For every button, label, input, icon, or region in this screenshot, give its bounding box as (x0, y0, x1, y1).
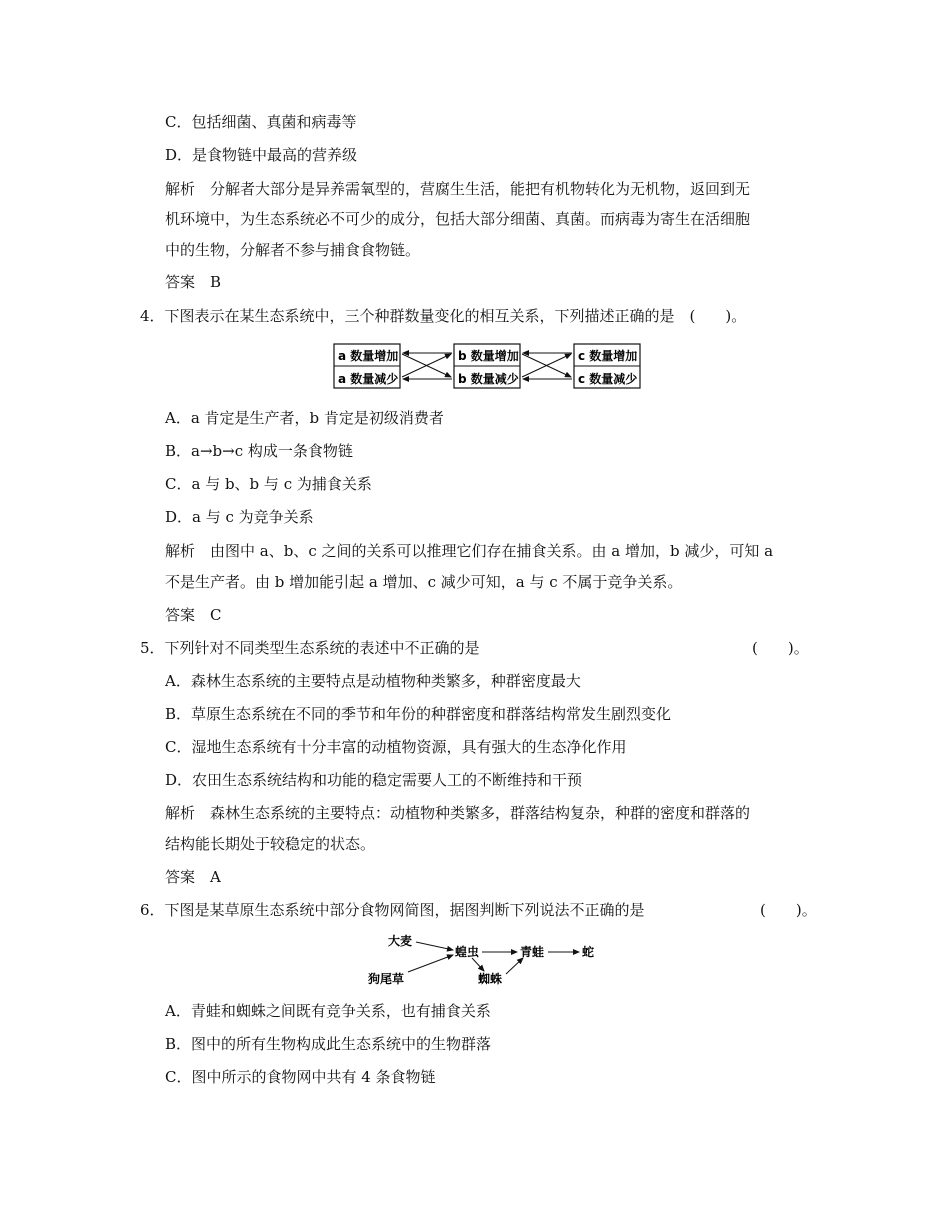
q4-option-c: C．a 与 b、b 与 c 为捕食关系 (165, 475, 372, 493)
q4-analysis-line-1: 解析 由图中 a、b、c 之间的关系可以推理它们存在捕食关系。由 a 增加，b 减少，可知 a (165, 542, 774, 560)
b-decrease-label: b 数量减少 (458, 372, 519, 386)
q6-option-c: C．图中所示的食物网中共有 4 条食物链 (165, 1068, 436, 1086)
q3-analysis-line-1: 解析 分解者大部分是异养需氧型的，营腐生生活，能把有机物转化为无机物，返回到无 (165, 180, 751, 198)
q5-stem: 5．下列针对不同类型生态系统的表述中不正确的是 (140, 639, 480, 657)
q5-option-c: C．湿地生态系统有十分丰富的动植物资源，具有强大的生态净化作用 (165, 738, 627, 756)
q4-option-d: D．a 与 c 为竞争关系 (165, 508, 314, 526)
q5-analysis-line-2: 结构能长期处于较稳定的状态。 (165, 835, 376, 853)
q6-stem: 6．下图是某草原生态系统中部分食物网简图，据图判断下列说法不正确的是 (140, 901, 645, 919)
q4-option-b: B．a→b→c 构成一条食物链 (165, 442, 353, 460)
node-spider: 蜘蛛 (478, 972, 503, 986)
food-web-diagram (360, 928, 610, 990)
q5-option-a: A．森林生态系统的主要特点是动植物种类繁多，种群密度最大 (165, 672, 581, 690)
q4-stem: 4．下图表示在某生态系统中，三个种群数量变化的相互关系，下列描述正确的是 ( )。 (140, 307, 747, 325)
c-decrease-label: c 数量减少 (578, 372, 638, 386)
arrow-foxtail-to-locust (408, 955, 453, 972)
q5-analysis-line-1: 解析 森林生态系统的主要特点：动植物种类繁多，群落结构复杂，种群的密度和群落的 (165, 804, 751, 822)
q4-answer: 答案 C (165, 606, 222, 624)
q5-answer-paren: ( )。 (752, 639, 809, 657)
arrow-barley-to-locust (416, 942, 453, 950)
node-locust: 蝗虫 (455, 945, 480, 959)
q6-option-a: A．青蛙和蜘蛛之间既有竞争关系，也有捕食关系 (165, 1002, 491, 1020)
q5-option-b: B．草原生态系统在不同的季节和年份的种群密度和群落结构常发生剧烈变化 (165, 705, 672, 723)
q4-option-a: A．a 肯定是生产者，b 肯定是初级消费者 (165, 409, 444, 427)
q3-option-d: D．是食物链中最高的营养级 (165, 146, 358, 164)
a-decrease-label: a 数量减少 (338, 372, 399, 386)
arrow-locust-to-spider (472, 958, 484, 971)
q4-analysis-line-2: 不是生产者。由 b 增加能引起 a 增加、c 减少可知，a 与 c 不属于竞争关系。 (165, 573, 683, 591)
node-frog: 青蛙 (520, 945, 545, 959)
arrow-spider-to-frog (506, 958, 523, 974)
node-barley: 大麦 (388, 934, 413, 948)
q3-answer: 答案 B (165, 273, 222, 291)
c-increase-label: c 数量增加 (578, 349, 638, 363)
q6-answer-paren: ( )。 (760, 901, 817, 919)
a-increase-label: a 数量增加 (338, 349, 399, 363)
q5-answer: 答案 A (165, 868, 221, 886)
q6-option-b: B．图中的所有生物构成此生态系统中的生物群落 (165, 1035, 492, 1053)
q3-option-c: C．包括细菌、真菌和病毒等 (165, 113, 357, 131)
population-diagram (330, 340, 645, 392)
node-snake: 蛇 (582, 945, 595, 959)
q3-analysis-line-2: 机环境中，为生态系统必不可少的成分，包括大部分细菌、真菌。而病毒为寄生在活细胞 (165, 210, 751, 228)
node-foxtail: 狗尾草 (368, 972, 405, 986)
b-increase-label: b 数量增加 (458, 349, 519, 363)
q5-option-d: D．农田生态系统结构和功能的稳定需要人工的不断维持和干预 (165, 771, 583, 789)
q3-analysis-line-3: 中的生物，分解者不参与捕食食物链。 (165, 241, 421, 259)
